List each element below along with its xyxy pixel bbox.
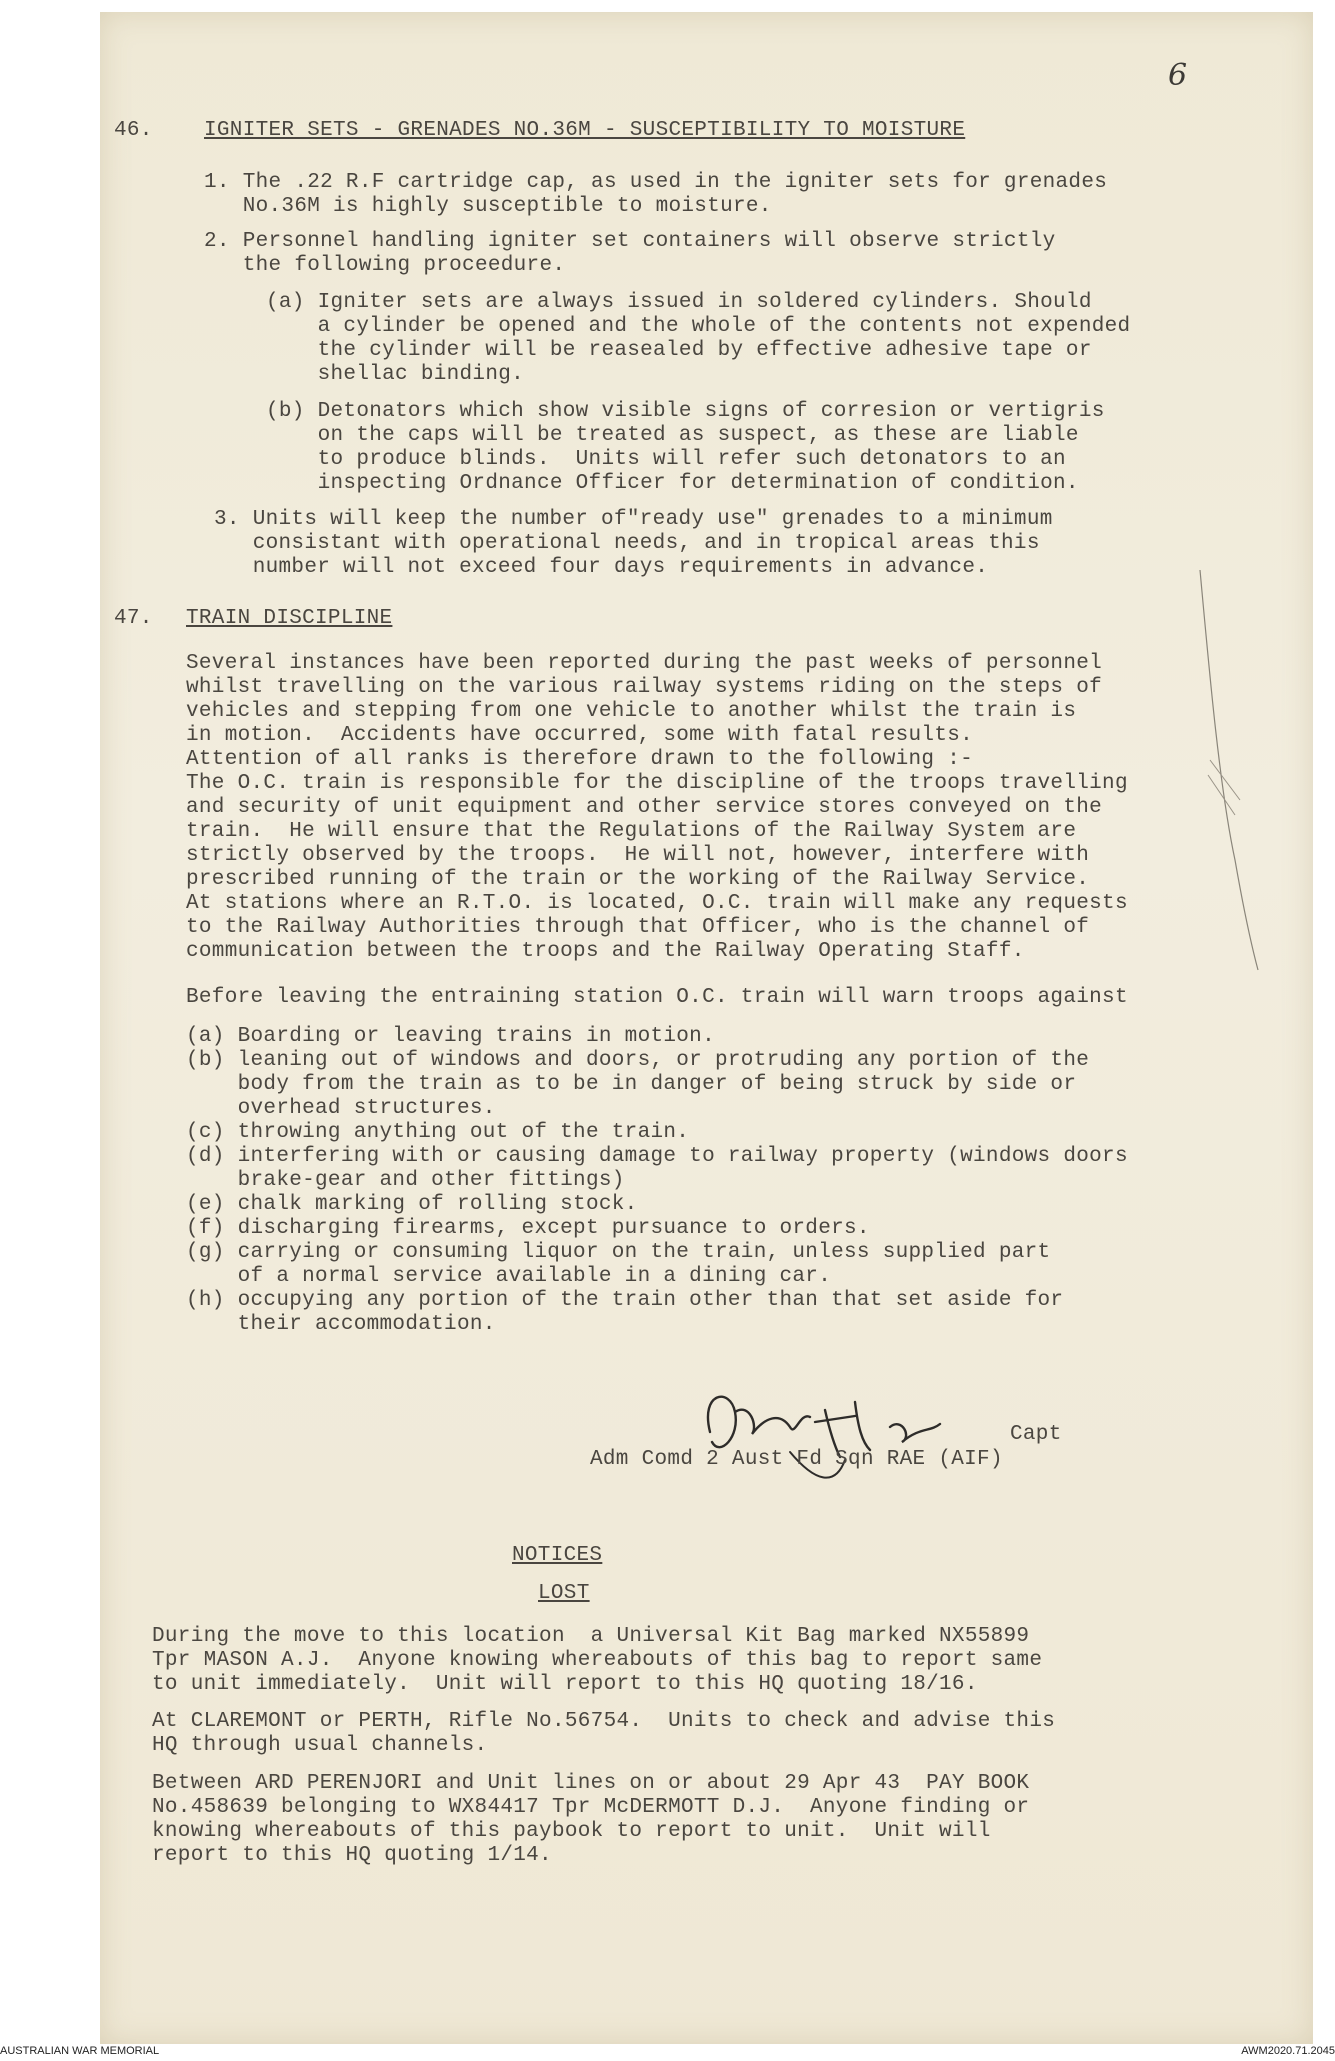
notice-3-line-3: knowing whereabouts of this paybook to report to unit. Unit will [152, 1820, 991, 1843]
s46-item-b-line-1: (b) Detonators which show visible signs of corresion or vertigris [266, 400, 1105, 423]
s46-para-3-line-2: consistant with operational needs, and in tropical areas this [214, 532, 1040, 555]
s47-body-line-4: in motion. Accidents have occurred, some with fatal results. [186, 724, 974, 747]
s47-item-line-6: (d) interfering with or causing damage to railway property (windows doors [186, 1145, 1128, 1168]
notice-3-line-2: No.458639 belonging to WX84417 Tpr McDERMOTT D.J. Anyone finding or [152, 1796, 1030, 1819]
notice-1-line-3: to unit immediately. Unit will report to this HQ quoting 18/16. [152, 1673, 978, 1696]
s47-body-line-7: and security of unit equipment and other service stores conveyed on the [186, 796, 1103, 819]
s46-item-a-line-2: a cylinder be opened and the whole of the contents not expended [266, 315, 1131, 338]
s47-body-line-3: vehicles and stepping from one vehicle to another whilst the train is [186, 700, 1077, 723]
s46-item-a-line-1: (a) Igniter sets are always issued in soldered cylinders. Should [266, 291, 1092, 314]
s46-item-b-line-2: on the caps will be treated as suspect, as these are liable [266, 424, 1079, 447]
s47-body-line-6: The O.C. train is responsible for the discipline of the troops travelling [186, 772, 1128, 795]
s47-item-line-8: (e) chalk marking of rolling stock. [186, 1193, 638, 1216]
s47-body-line-5: Attention of all ranks is therefore drawn to the following :- [186, 748, 974, 771]
s47-body-line-9: strictly observed by the troops. He will not, however, interfere with [186, 844, 1090, 867]
pencil-margin-mark [1180, 560, 1270, 980]
handwritten-signature [640, 1372, 1000, 1492]
s47-item-line-9: (f) discharging firearms, except pursuance to orders. [186, 1217, 870, 1240]
s47-item-line-2: (b) leaning out of windows and doors, or protruding any portion of the [186, 1049, 1090, 1072]
s47-item-line-13: their accommodation. [186, 1313, 496, 1336]
s47-item-line-11: of a normal service available in a dining car. [186, 1265, 832, 1288]
notices-title: NOTICES [512, 1544, 603, 1567]
s47-body-line-8: train. He will ensure that the Regulations of the Railway System are [186, 820, 1077, 843]
s47-item-line-1: (a) Boarding or leaving trains in motion. [186, 1025, 715, 1048]
s47-body-line-11: At stations where an R.T.O. is located, O.C. train will make any requests [186, 892, 1128, 915]
page-number: 6 [1168, 58, 1188, 93]
s46-item-b-line-4: inspecting Ordnance Officer for determination of condition. [266, 472, 1079, 495]
s46-item-a-line-4: shellac binding. [266, 363, 525, 386]
notice-1-line-1: During the move to this location a Universal Kit Bag marked NX55899 [152, 1625, 1030, 1648]
notice-2-line-2: HQ through usual channels. [152, 1734, 488, 1757]
notice-3-line-1: Between ARD PERENJORI and Unit lines on or about 29 Apr 43 PAY BOOK [152, 1772, 1030, 1795]
s47-body-line-1: Several instances have been reported during the past weeks of personnel [186, 652, 1103, 675]
s47-item-line-12: (h) occupying any portion of the train other than that set aside for [186, 1289, 1064, 1312]
s46-para-2-line-1: 2. Personnel handling igniter set containers will observe strictly [204, 230, 1056, 253]
s47-body-line-13: communication between the troops and the Railway Operating Staff. [186, 940, 1025, 963]
s47-warn-line: Before leaving the entraining station O.C. train will warn troops against [186, 986, 1128, 1009]
s47-item-line-7: brake-gear and other fittings) [186, 1169, 625, 1192]
s47-body-line-10: prescribed running of the train or the working of the Railway Service. [186, 868, 1090, 891]
s46-para-3-line-3: number will not exceed four days requirements in advance. [214, 556, 989, 579]
s47-item-line-10: (g) carrying or consuming liquor on the train, unless supplied part [186, 1241, 1051, 1264]
footer-archive-name: AUSTRALIAN WAR MEMORIAL [0, 2045, 160, 2057]
notice-3-line-4: report to this HQ quoting 1/14. [152, 1844, 552, 1867]
signature-rank: Capt [1010, 1423, 1062, 1446]
signature-unit: Adm Comd 2 Aust Fd Sqn RAE (AIF) [590, 1448, 1003, 1471]
section-46-title: IGNITER SETS - GRENADES NO.36M - SUSCEPTIBILITY TO MOISTURE [204, 119, 966, 142]
notices-subtitle: LOST [538, 1582, 590, 1605]
s47-body-line-2: whilst travelling on the various railway systems riding on the steps of [186, 676, 1103, 699]
s46-para-3-line-1: 3. Units will keep the number of"ready use" grenades to a minimum [214, 508, 1053, 531]
s47-item-line-3: body from the train as to be in danger of being struck by side or [186, 1073, 1077, 1096]
footer-accession-number: AWM2020.71.2045 [1241, 2045, 1335, 2057]
s46-item-a-line-3: the cylinder will be reasealed by effective adhesive tape or [266, 339, 1092, 362]
notice-2-line-1: At CLAREMONT or PERTH, Rifle No.56754. Units to check and advise this [152, 1710, 1056, 1733]
s47-item-line-4: overhead structures. [186, 1097, 496, 1120]
s46-para-1-line-2: No.36M is highly susceptible to moisture. [204, 195, 772, 218]
section-47-number: 47. [114, 607, 153, 630]
s46-item-b-line-3: to produce blinds. Units will refer such detonators to an [266, 448, 1066, 471]
notice-1-line-2: Tpr MASON A.J. Anyone knowing whereabouts of this bag to report same [152, 1649, 1043, 1672]
s47-item-line-5: (c) throwing anything out of the train. [186, 1121, 690, 1144]
section-46-number: 46. [114, 119, 153, 142]
s46-para-2-line-2: the following proceedure. [204, 254, 566, 277]
s46-para-1-line-1: 1. The .22 R.F cartridge cap, as used in the igniter sets for grenades [204, 171, 1108, 194]
s47-body-line-12: to the Railway Authorities through that Officer, who is the channel of [186, 916, 1090, 939]
section-47-title: TRAIN DISCIPLINE [186, 607, 393, 630]
